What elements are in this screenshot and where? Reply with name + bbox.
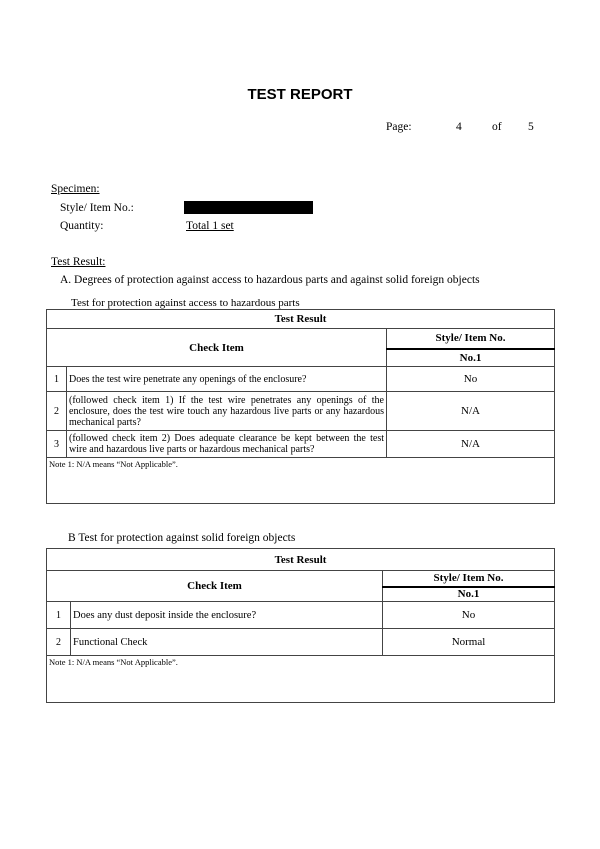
specimen-heading: Specimen:: [51, 183, 100, 195]
section-a-heading: A. Degrees of protection against access to hazardous parts and against solid foreign objects: [60, 274, 480, 286]
table-a-note: Note 1: N/A means “Not Applicable”.: [47, 458, 555, 504]
section-a-subheading: Test for protection against access to hazardous parts: [71, 297, 300, 309]
row-result: N/A: [387, 392, 555, 431]
test-result-heading: Test Result:: [51, 256, 106, 268]
table-b: [46, 548, 555, 703]
quantity-label: Quantity:: [60, 220, 104, 232]
style-item-label: Style/ Item No.:: [60, 202, 134, 214]
row-number: 2: [47, 392, 67, 431]
page-label: Page:: [386, 121, 412, 133]
redacted-style-number: [184, 201, 313, 214]
row-result: Normal: [383, 629, 555, 656]
row-number: 1: [47, 367, 67, 392]
table-row: [47, 367, 555, 392]
row-number: 1: [47, 602, 71, 629]
table-b-note: Note 1: N/A means “Not Applicable”.: [47, 656, 555, 703]
table-b-style-item-header: Style/ Item No.: [383, 571, 555, 587]
table-b-title: Test Result: [47, 549, 555, 571]
report-title: TEST REPORT: [247, 86, 353, 103]
table-row: [47, 392, 555, 431]
row-result: No: [383, 602, 555, 629]
row-number: 3: [47, 431, 67, 458]
table-b-sample-header: No.1: [383, 587, 555, 602]
table-b-check-item-header: Check Item: [47, 571, 383, 602]
row-result: No: [387, 367, 555, 392]
table-row: [47, 431, 555, 458]
row-result: N/A: [387, 431, 555, 458]
table-a-style-item-header: Style/ Item No.: [387, 329, 555, 349]
page-current: 4: [456, 121, 462, 133]
row-check-item: Functional Check: [71, 629, 383, 656]
row-check-item: (followed check item 1) If the test wire penetrates any openings of the enclosure, does the test wire touch any hazardous live parts or any hazardous mechanical parts?: [67, 392, 387, 431]
section-b-heading: B Test for protection against solid foreign objects: [68, 532, 296, 544]
row-check-item: Does any dust deposit inside the enclosure?: [71, 602, 383, 629]
table-a-sample-header: No.1: [387, 349, 555, 367]
table-a-check-item-header: Check Item: [47, 329, 387, 367]
table-row: [47, 629, 555, 656]
row-number: 2: [47, 629, 71, 656]
table-a-title: Test Result: [47, 310, 555, 329]
table-row: [47, 602, 555, 629]
page-of: of: [492, 121, 502, 133]
page-total: 5: [528, 121, 534, 133]
row-check-item: (followed check item 2) Does adequate clearance be kept between the test wire and hazardous live parts or hazardous mechanical parts?: [67, 431, 387, 458]
quantity-value: Total 1 set: [186, 220, 234, 232]
row-check-item: Does the test wire penetrate any openings of the enclosure?: [67, 367, 387, 392]
table-a: [46, 309, 555, 504]
